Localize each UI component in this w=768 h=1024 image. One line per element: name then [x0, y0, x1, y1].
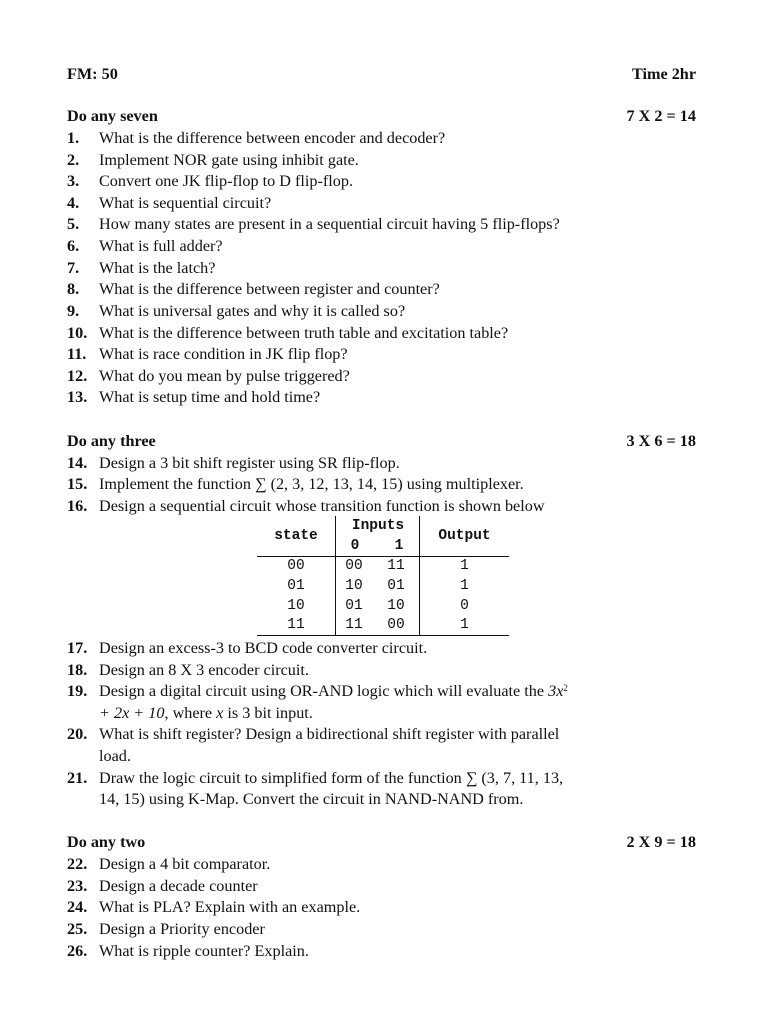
question-number: 2. [67, 151, 80, 169]
question-item [0, 659, 768, 681]
question-text: What is race condition in JK flip flop? [99, 345, 348, 363]
question-item [0, 386, 768, 408]
question-continuation [0, 745, 768, 767]
cell-state: 00 [287, 558, 305, 574]
question-text: What is PLA? Explain with an example. [99, 898, 361, 916]
question-text: Implement NOR gate using inhibit gate. [99, 151, 359, 169]
question-text: Convert one JK flip-flop to D flip-flop. [99, 172, 354, 190]
question-item [0, 192, 768, 214]
question-text: What is setup time and hold time? [99, 388, 321, 406]
question-number: 23. [67, 877, 88, 895]
exam-time: Time 2hr [632, 65, 696, 83]
question-item [0, 170, 768, 192]
expression: + 2x + 10 [99, 704, 165, 722]
question-number: 25. [67, 920, 88, 938]
question-text: How many states are present in a sequential circuit having 5 flip-flops? [99, 215, 560, 233]
question-text: Design a decade counter [99, 877, 258, 895]
question-text: What do you mean by pulse triggered? [99, 367, 350, 385]
section-title: Do any seven [67, 107, 158, 125]
section-heading [0, 105, 768, 127]
question-item [0, 235, 768, 257]
question-number: 12. [67, 367, 88, 385]
header-state: state [274, 528, 318, 544]
question-number: 9. [67, 302, 80, 320]
question-number: 6. [67, 237, 80, 255]
question-text: What is the difference between register and counter? [99, 280, 440, 298]
question-number: 10. [67, 324, 88, 342]
question-number: 13. [67, 388, 88, 406]
question-item [0, 473, 768, 495]
question-item [0, 723, 768, 745]
cell-state: 01 [287, 578, 305, 594]
question-item [0, 452, 768, 474]
question-number: 18. [67, 661, 88, 679]
question-text: What is shift register? Design a bidirectional shift register with parallel [99, 725, 560, 743]
exponent: 2 [563, 683, 568, 693]
question-number: 5. [67, 215, 80, 233]
question-item [0, 853, 768, 875]
question-number: 15. [67, 475, 88, 493]
question-text: Design a 3 bit shift register using SR flip-flop. [99, 454, 400, 472]
section-heading [0, 430, 768, 452]
table-divider [335, 516, 336, 636]
question-item [0, 278, 768, 300]
question-text: Design an excess-3 to BCD code converter circuit. [99, 639, 428, 657]
question-number: 22. [67, 855, 88, 873]
question-text: Design a sequential circuit whose transition function is shown below [99, 497, 545, 515]
question-item [0, 343, 768, 365]
question-text: Draw the logic circuit to simplified form of the function ∑ (3, 7, 11, 13, [99, 769, 564, 787]
question-text: What is universal gates and why it is called so? [99, 302, 406, 320]
full-marks: FM: 50 [67, 65, 118, 83]
cell-output: 1 [460, 617, 469, 633]
question-item [0, 127, 768, 149]
question-number: 1. [67, 129, 80, 147]
cell-state: 10 [287, 598, 305, 614]
cell-next-0: 00 [345, 558, 363, 574]
question-number: 26. [67, 942, 88, 960]
question-continuation [0, 702, 768, 724]
header-input-1: 1 [394, 538, 404, 554]
question-text: Design a digital circuit using OR-AND logic which will evaluate the $3x^2$ [99, 682, 568, 700]
question-text: What is the difference between truth table and excitation table? [99, 324, 509, 342]
question-number: 3. [67, 172, 80, 190]
question-text: Design an 8 X 3 encoder circuit. [99, 661, 309, 679]
cell-next-1: 10 [387, 598, 405, 614]
question-continuation [0, 788, 768, 810]
question-text: What is full adder? [99, 237, 223, 255]
question-number: 7. [67, 259, 80, 277]
question-text: Design a 4 bit comparator. [99, 855, 271, 873]
question-number: 4. [67, 194, 80, 212]
table-divider [257, 635, 509, 636]
question-text: Design a Priority encoder [99, 920, 265, 938]
cell-state: 11 [287, 617, 305, 633]
question-item [0, 918, 768, 940]
question-number: 20. [67, 725, 88, 743]
question-number: 14. [67, 454, 88, 472]
question-text: + 2x + 10, where x is 3 bit input. [99, 704, 313, 722]
question-item [0, 322, 768, 344]
question-number: 24. [67, 898, 88, 916]
question-number: 17. [67, 639, 88, 657]
question-text: What is ripple counter? Explain. [99, 942, 309, 960]
exam-header [0, 63, 768, 85]
question-text: What is the difference between encoder and decoder? [99, 129, 446, 147]
header-output: Output [438, 528, 491, 544]
question-item [0, 213, 768, 235]
question-item [0, 896, 768, 918]
section-marks: 3 X 6 = 18 [626, 432, 696, 450]
question-item [0, 365, 768, 387]
question-number: 19. [67, 682, 88, 700]
transition-table [257, 516, 509, 636]
cell-next-0: 10 [345, 578, 363, 594]
question-item [0, 767, 768, 789]
question-number: 16. [67, 497, 88, 515]
cell-output: 1 [460, 578, 469, 594]
question-text: Implement the function ∑ (2, 3, 12, 13, 14, 15) using multiplexer. [99, 475, 524, 493]
expression: 3x [548, 682, 564, 700]
question-item [0, 495, 768, 517]
question-item [0, 257, 768, 279]
cell-next-0: 01 [345, 598, 363, 614]
section-marks: 2 X 9 = 18 [626, 833, 696, 851]
cell-next-0: 11 [345, 617, 363, 633]
question-text: 14, 15) using K-Map. Convert the circuit in NAND-NAND from. [99, 790, 524, 808]
question-item [0, 149, 768, 171]
header-input-0: 0 [350, 538, 360, 554]
section-title: Do any two [67, 833, 146, 851]
question-item [0, 680, 768, 702]
header-inputs: Inputs [351, 518, 405, 534]
variable: x [216, 704, 224, 722]
question-item [0, 940, 768, 962]
question-item [0, 875, 768, 897]
section-title: Do any three [67, 432, 156, 450]
cell-next-1: 01 [387, 578, 405, 594]
cell-output: 0 [460, 598, 469, 614]
question-number: 21. [67, 769, 88, 787]
question-number: 8. [67, 280, 80, 298]
cell-next-1: 00 [387, 617, 405, 633]
cell-output: 1 [460, 558, 469, 574]
cell-next-1: 11 [387, 558, 405, 574]
section-marks: 7 X 2 = 14 [626, 107, 696, 125]
question-item [0, 300, 768, 322]
question-text: What is the latch? [99, 259, 216, 277]
question-item [0, 637, 768, 659]
question-text: load. [99, 747, 131, 765]
section-heading [0, 831, 768, 853]
question-text: What is sequential circuit? [99, 194, 272, 212]
question-number: 11. [67, 345, 87, 363]
